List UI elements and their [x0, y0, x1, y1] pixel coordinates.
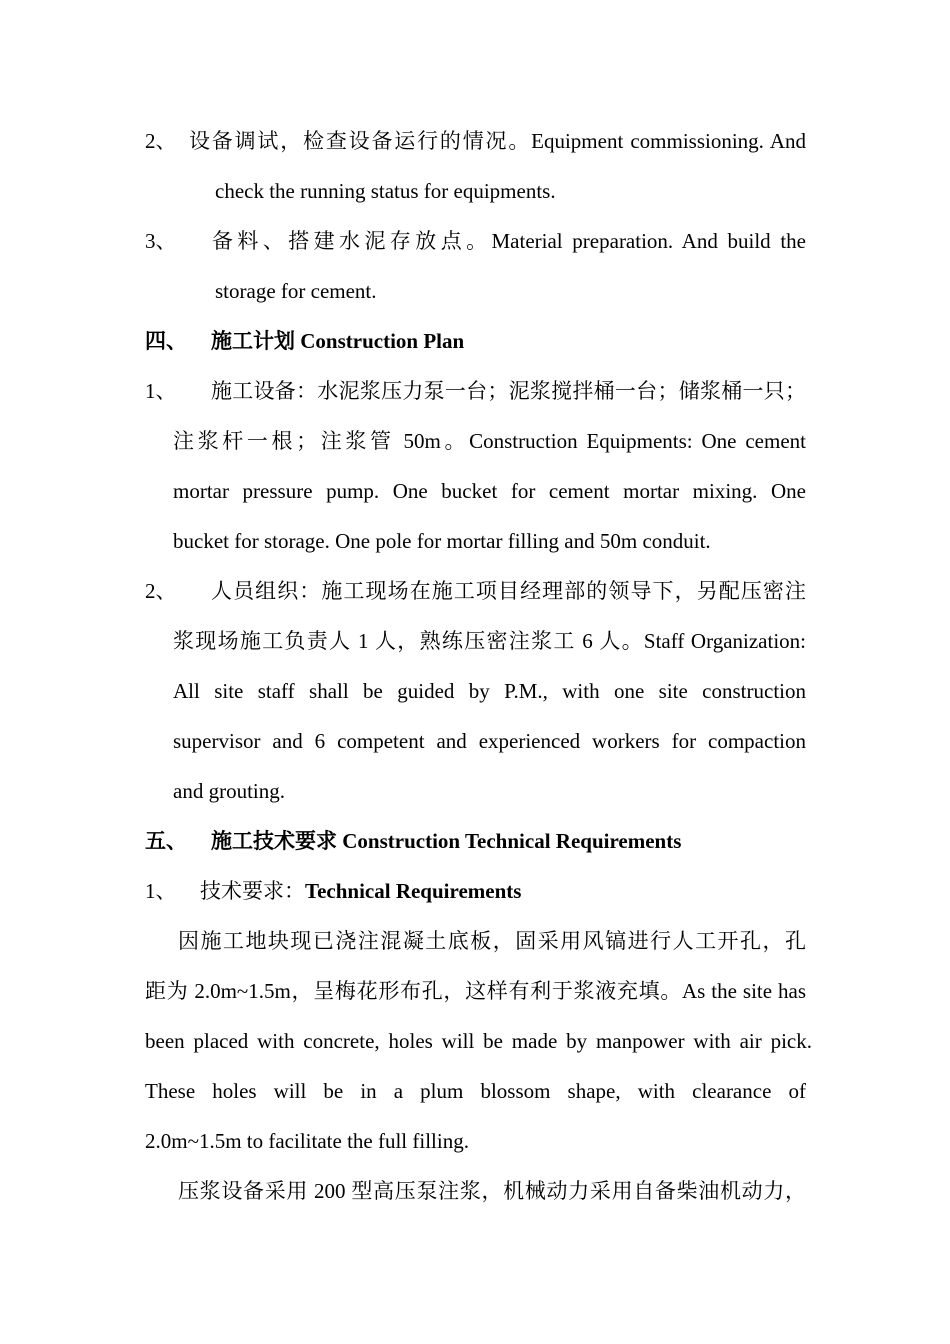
line-text: 施工设备：水泥浆压力泵一台；泥浆搅拌桶一台；储浆桶一只； — [211, 379, 806, 403]
text-line — [212, 226, 806, 256]
line-text: 设备调试，检查设备运行的情况。Equipment commissioning. And — [189, 129, 806, 153]
line-text: and grouting. — [173, 779, 285, 803]
line-text: 2.0m~1.5m to facilitate the full filling. — [145, 1129, 469, 1153]
item-number: 五、 — [145, 829, 187, 853]
text-line — [211, 376, 806, 406]
text-line — [173, 426, 806, 456]
text-line — [145, 976, 806, 1006]
line-text: 浆现场施工负责人 1 人，熟练压密注浆工 6 人。Staff Organization: — [173, 629, 806, 653]
text-line — [211, 576, 806, 606]
text-line — [145, 1126, 469, 1156]
text-line — [145, 1026, 812, 1056]
text-line — [178, 1176, 806, 1206]
text-line — [173, 776, 285, 806]
line-text: supervisor and 6 competent and experienced workers for compaction — [173, 729, 806, 753]
line-text: mortar pressure pump. One bucket for cement mortar mixing. One — [173, 479, 806, 503]
item-number: 1、 — [145, 879, 177, 903]
item-number: 四、 — [145, 329, 187, 353]
line-text: 压浆设备采用 200 型高压泵注浆，机械动力采用自备柴油机动力， — [178, 1179, 806, 1203]
item-number: 1、 — [145, 379, 177, 403]
line-text: 注浆杆一根；注浆管 50m。Construction Equipments: One cement — [173, 429, 806, 453]
item-number: 2、 — [145, 129, 177, 153]
text-line — [178, 926, 806, 956]
line-text: bucket for storage. One pole for mortar filling and 50m conduit. — [173, 529, 711, 553]
line-text: 施工计划 Construction Plan — [211, 329, 465, 353]
text-line — [145, 1076, 806, 1106]
text-line — [173, 476, 806, 506]
line-text: 备料、搭建水泥存放点。Material preparation. And build the — [212, 229, 806, 253]
bold-heading-text: Technical Requirements — [305, 879, 522, 903]
line-text: These holes will be in a plum blossom shape, with clearance of — [145, 1079, 806, 1103]
line-text: 因施工地块现已浇注混凝土底板，固采用风镐进行人工开孔，孔 — [178, 929, 806, 953]
line-text: All site staff shall be guided by P.M., with one site construction — [173, 679, 806, 703]
line-text: check the running status for equipments. — [215, 179, 556, 203]
text-line — [173, 526, 711, 556]
item-number: 2、 — [145, 579, 177, 603]
line-text: storage for cement. — [215, 279, 377, 303]
line-text: 人员组织：施工现场在施工项目经理部的领导下，另配压密注 — [211, 579, 806, 603]
text-line — [173, 626, 806, 656]
item-number: 3、 — [145, 229, 177, 253]
text-line — [215, 176, 556, 206]
section-heading — [211, 326, 464, 356]
text-line — [200, 876, 521, 906]
line-text: 施工技术要求 Construction Technical Requirements — [211, 829, 682, 853]
line-text: 距为 2.0m~1.5m，呈梅花形布孔，这样有利于浆液充填。As the site has — [145, 979, 806, 1003]
line-text: 技术要求： — [200, 879, 305, 903]
section-heading — [211, 826, 681, 856]
line-text: been placed with concrete, holes will be made by manpower with air pick. — [145, 1029, 812, 1053]
text-line — [215, 276, 377, 306]
text-line — [189, 126, 806, 156]
text-line — [173, 726, 806, 756]
text-line — [173, 676, 806, 706]
